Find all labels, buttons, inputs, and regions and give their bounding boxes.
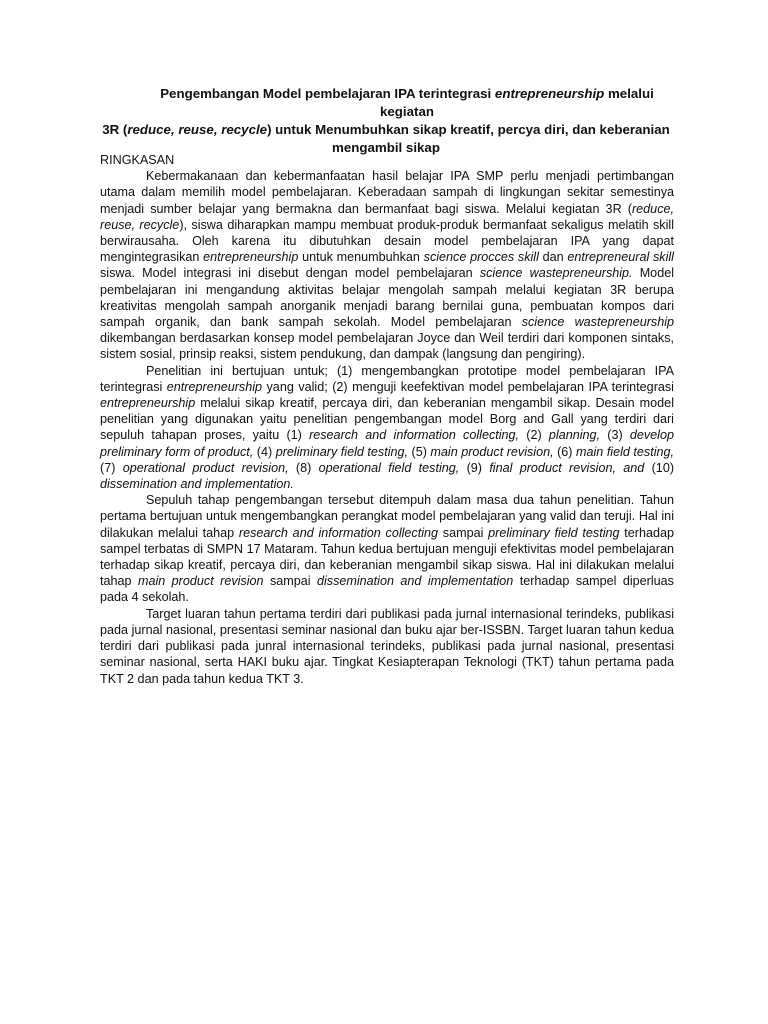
paragraph-run: preliminary field testing: [488, 525, 620, 540]
paragraph-run: (6): [553, 444, 577, 459]
paragraph-run: (9): [459, 460, 490, 475]
paragraph-run: (2): [519, 428, 549, 443]
title-run: ) untuk Menumbuhkan sikap kreatif, percya diri, dan keberanian: [267, 122, 670, 137]
paragraph-container: [100, 168, 674, 687]
title-line: [100, 85, 672, 121]
paragraph-run: research and information collecting,: [309, 428, 520, 443]
paragraph-run: ), siswa diharapkan mampu membuat produk-produk bermanfaat sekaligus melatih skill berwirausaha. Oleh karena itu dibutuhkan desain model pembelajaran IPA yang dapat mengintegrasikan: [100, 217, 674, 265]
paragraph-run: terhadap sampel terbatas di SMPN 17 Mataram. Tahun kedua bertujuan menguji efektivitas model pembelajaran terhadap sikap kreatif, percaya diri, dan keberanian mengambil sikap siswa. Hal ini dilakukan melalui tahap: [100, 525, 674, 589]
paragraph-run: entrepreneural skill: [567, 250, 674, 265]
paragraph-run: sampai: [438, 525, 489, 540]
paragraph-run: research and information collecting: [238, 525, 439, 540]
paragraph-run: untuk menumbuhkan: [298, 250, 424, 265]
paragraph-run: Kebermakanaan dan kebermanfaatan hasil belajar IPA SMP perlu menjadi pertimbangan utama dalam memilih model pembelajaran. Keberadaan sampah di lingkungan sekitar semestinya menjadi sumber belajar yang bermakna dan bermanfaat bagi siswa. Melalui kegiatan 3R (: [100, 169, 674, 216]
body-paragraph: [100, 168, 674, 362]
section-heading: RINGKASAN: [100, 153, 175, 167]
paragraph-run: (3): [600, 428, 630, 443]
document-title: [100, 85, 672, 157]
paragraph-run: (8): [288, 460, 319, 475]
body-paragraph: [100, 492, 674, 605]
paragraph-run: (5): [408, 444, 431, 459]
paragraph-run: melalui sikap kreatif, percaya diri, dan keberanian mengambil sikap. Desain model penelitian yang digunakan yaitu penelitian pengembangan model Borg and Gall yang terdiri dari sepuluh tahapan proses, yaitu (1): [100, 396, 674, 443]
paragraph-run: terhadap sampel diperluas pada 4 sekolah.: [100, 574, 674, 605]
paragraph-run: main product revision,: [430, 444, 554, 459]
paragraph-run: (10): [644, 460, 675, 475]
paragraph-run: entrepreneurship: [166, 379, 263, 394]
paragraph-run: Target luaran tahun pertama terdiri dari publikasi pada jurnal internasional terindeks, publikasi pada jurnal nasional, presentasi seminar nasional dan buku ajar ber-ISSBN. Target luaran tahun kedua terdiri dari publikasi pada junral internasional terindeks, publikasi pada jurnal nasional, presentasi seminar nasional, serta HAKI buku ajar. Tingkat Kesiapterapan Teknologi (TKT) tahun pertama pada TKT 2 dan pada tahun kedua TKT 3.: [100, 606, 674, 686]
paragraph-run: science wastepreneurship: [521, 315, 674, 330]
paragraph-run: siswa. Model integrasi ini disebut dengan model pembelajaran: [100, 266, 480, 281]
paragraph-run: develop preliminary form of product,: [100, 428, 674, 459]
paragraph-run: dissemination and implementation: [316, 574, 514, 589]
paragraph-run: planning,: [548, 428, 601, 443]
paragraph-run: yang valid; (2) menguji keefektivan model pembelajaran IPA terintegrasi: [262, 379, 674, 394]
paragraph-run: operational product revision,: [122, 460, 289, 475]
paragraph-run: science procces skill: [423, 250, 539, 265]
title-line: [100, 121, 672, 139]
paragraph-run: sampai: [263, 574, 317, 589]
paragraph-run: dikembangan berdasarkan konsep model pembelajaran Joyce dan Weil terdiri dari komponen sintaks, sistem sosial, prinsip reaksi, sistem pendukung, dan dampak (langsung dan pengiring).: [100, 331, 674, 362]
paragraph-run: preliminary field testing,: [275, 444, 408, 459]
title-run: mengambil sikap: [332, 140, 440, 155]
title-run: Pengembangan Model pembelajaran IPA terintegrasi: [160, 86, 495, 101]
paragraph-run: main field testing,: [576, 444, 675, 459]
title-run: melalui kegiatan: [380, 86, 654, 119]
body-paragraph: [100, 606, 674, 687]
paragraph-run: reduce, reuse, recycle: [100, 201, 674, 232]
document-body: [100, 152, 674, 687]
paragraph-run: main product revision: [137, 574, 264, 589]
paragraph-run: (7): [100, 460, 123, 475]
paragraph-run: dissemination and implementation.: [100, 477, 294, 492]
paragraph-run: science wastepreneurship.: [479, 266, 633, 281]
paragraph-run: entrepreneurship: [203, 250, 299, 265]
paragraph-run: (4): [253, 444, 276, 459]
paragraph-run: operational field testing,: [318, 460, 460, 475]
paragraph-run: Penelitian ini bertujuan untuk; (1) mengembangkan prototipe model pembelajaran IPA terintegrasi: [100, 363, 674, 394]
title-run: entrepreneurship: [494, 86, 605, 101]
title-run: 3R (: [102, 122, 128, 137]
paragraph-run: entrepreneurship: [100, 396, 196, 411]
paragraph-run: Model pembelajaran ini mengandung aktivitas belajar mengolah sampah melalui kegiatan 3R berupa kreativitas mengolah sampah anorganik menjadi barang bernilai guna, pembuatan kompos dari sampah organik, dan bank sampah sekolah. Model pembelajaran: [100, 266, 674, 330]
body-paragraph: [100, 363, 674, 493]
title-run: reduce, reuse, recycle: [127, 122, 268, 137]
paragraph-run: final product revision, and: [489, 460, 645, 475]
paragraph-run: dan: [538, 250, 568, 265]
paragraph-run: Sepuluh tahap pengembangan tersebut ditempuh dalam masa dua tahun penelitian. Tahun pertama bertujuan untuk mengembangkan perangkat model pembelajaran yang valid dan teruji. Hal ini dilakukan melalui tahap: [100, 493, 674, 540]
